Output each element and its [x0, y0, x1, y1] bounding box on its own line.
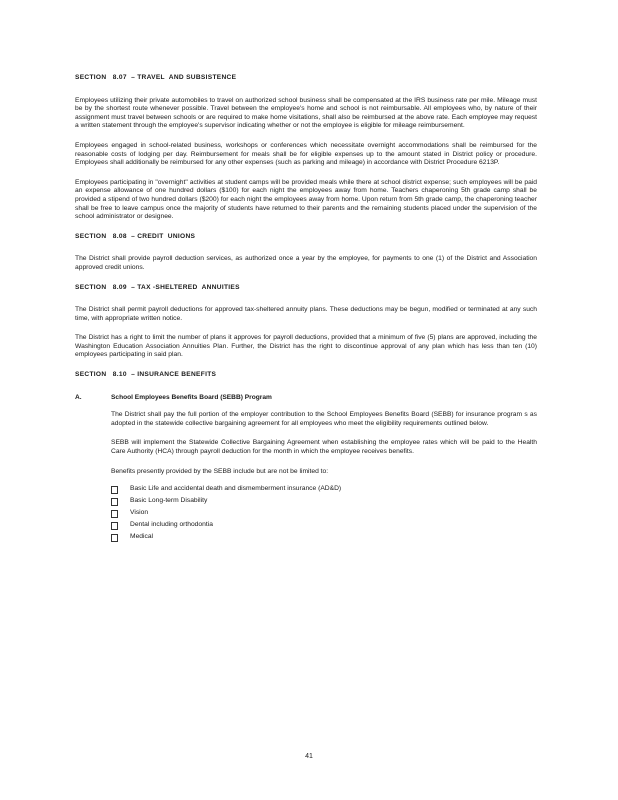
section-8-09-heading: SECTION 8.09 – TAX -SHELTERED ANNUITIES	[75, 283, 240, 291]
list-item	[111, 533, 537, 542]
list-item-text: Vision	[130, 509, 149, 517]
checkbox-glyph-icon	[111, 498, 118, 506]
subsection-a-title: School Employees Benefits Board (SEBB) Program	[111, 393, 272, 401]
section-8-07-paragraph-1: Employees utilizing their private automobiles to travel on authorized school business shall be compensated at the IRS business rate per mile. Mileage must be by the shortest route whenever possible. Travel between the employee's home and school is not reimbursable. All employees who, by nature of their assignment must travel between schools or are required to make home visitations, shall also be reimbursed at the above rate. Each employee may request a written statement through the employee's supervisor indicating whether or not the employee is eligible for mileage reimbursement.	[75, 96, 537, 130]
section-8-10-heading: SECTION 8.10 – INSURANCE BENEFITS	[75, 371, 217, 379]
list-item-text: Dental including orthodontia	[130, 521, 213, 529]
list-item	[111, 509, 537, 518]
list-item-text: Medical	[130, 533, 154, 541]
section-8-10-paragraph-1: The District shall pay the full portion of the employer contribution to the School Employees Benefits Board (SEBB) for insurance program s as adopted in the statewide collective bargaining agreement for all employees who meet the eligibility requirements outlined below.	[111, 411, 537, 427]
list-item-text: Basic Life and accidental death and dismemberment insurance (AD&D)	[130, 485, 342, 493]
checkbox-glyph-icon	[111, 510, 118, 518]
section-8-09-paragraph-1: The District shall permit payroll deductions for approved tax-sheltered annuity plans. These deductions may be begun, modified or terminated at any such time, with appropriate written notice.	[75, 306, 537, 322]
page-content	[75, 74, 537, 545]
checkbox-glyph-icon	[111, 486, 118, 494]
section-8-07-heading: SECTION 8.07 – TRAVEL AND SUBSISTENCE	[75, 74, 237, 81]
subsection-a-heading	[75, 394, 537, 403]
checkbox-glyph-icon	[111, 534, 118, 542]
section-8-10-paragraph-3: Benefits presently provided by the SEBB include but are not be limited to:	[111, 467, 329, 475]
section-8-07-paragraph-3: Employees participating in "overnight" activities at student camps will be provided meals while there at school district expense; such employees will be paid an expense allowance of one hundred dollars ($100) for each night the employees away from home. Teachers chaperoning 5th grade camp shall be provided a stipend of two hundred dollars ($200) for each night the employees away from home. Upon return from 5th grade camp, the chaperoning teacher shall be free to leave campus once the majority of students have returned to their parents and the remaining students placed under the supervision of the school administrator or designee.	[75, 178, 537, 221]
list-item	[111, 521, 537, 530]
section-8-08-paragraph-1: The District shall provide payroll deduction services, as authorized once a year by the employee, for payments to one (1) of the District and Association approved credit unions.	[75, 255, 537, 271]
benefits-list	[111, 485, 537, 542]
list-item	[111, 497, 537, 506]
checkbox-glyph-icon	[111, 522, 118, 530]
section-8-10-paragraph-2: SEBB will implement the Statewide Collective Bargaining Agreement when establishing the employee rates which will be paid to the Health Care Authority (HCA) through payroll deduction for the month in which the employee receives benefits.	[111, 439, 537, 456]
section-8-07-paragraph-2: Employees engaged in school-related business, workshops or conferences which necessitate overnight accommodations shall be reimbursed for the reasonable costs of lodging per day. Reimbursement for meals shall be for eligible expenses up to the amount stated in District policy or procedure. Employees shall additionally be reimbursed for any other expenses (such as parking and mileage) in accordance with District Procedure 6213P.	[75, 141, 537, 167]
list-item-text: Basic Long-term Disability	[130, 497, 208, 505]
section-8-09-paragraph-2: The District has a right to limit the number of plans it approves for payroll deductions, provided that a minimum of five (5) plans are approved, including the Washington Education Association Annuities Plan. Further, the District has the right to discontinue approval of any plan which has less than ten (10) employees participating in said plan.	[75, 334, 537, 359]
section-8-08-heading: SECTION 8.08 – CREDIT UNIONS	[75, 232, 196, 240]
list-item	[111, 485, 537, 494]
subsection-a-label: A.	[75, 393, 82, 401]
page-number: 41	[305, 753, 313, 760]
